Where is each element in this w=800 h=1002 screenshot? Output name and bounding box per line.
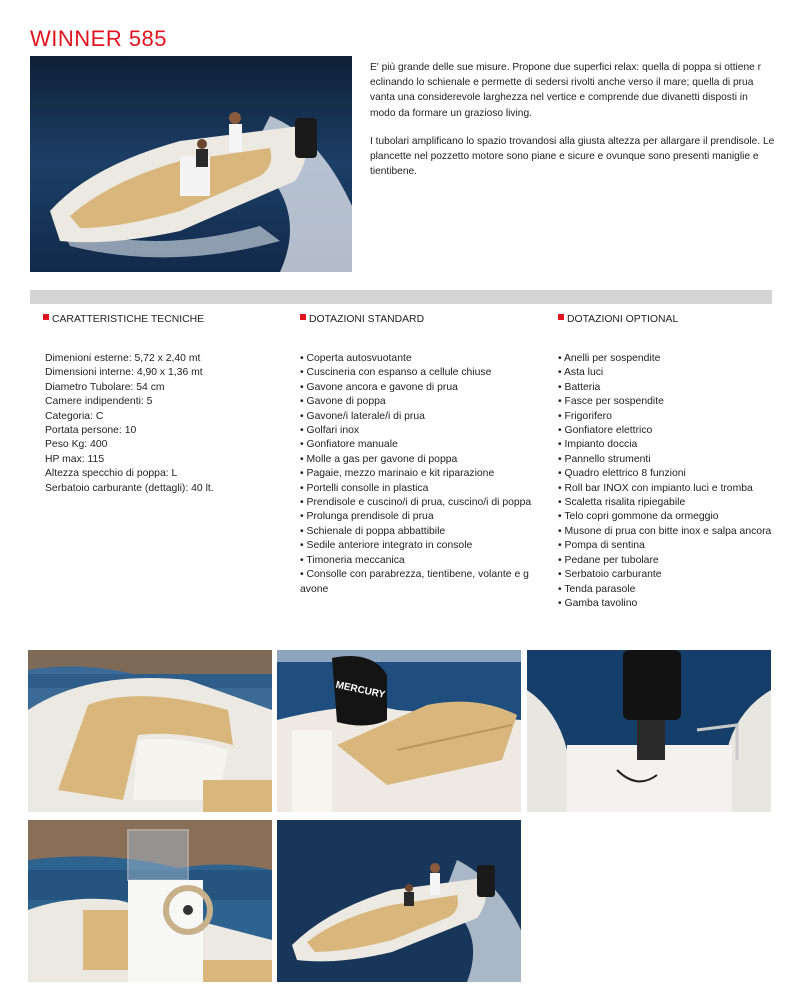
intro-text xyxy=(370,60,775,192)
list-item: • Pagaie, mezzo marinaio e kit riparazione xyxy=(300,468,495,480)
list-item: • Roll bar INOX con impianto luci e tromba xyxy=(558,482,753,494)
intro-paragraph-1: E' più grande delle sue misure. Propone due superfici relax: quella di poppa si ottiene r eclinando lo schienale e permette di sedersi rivolti anche verso il mare; quella di prua vanta una considerevole larghezza nel vertice e comprende due divanetti disposti in modo da formare un grazioso living. xyxy=(370,62,762,119)
list-item: • Gavone/i laterale/i di prua xyxy=(300,410,425,422)
gallery-photo-boat-cruising[interactable] xyxy=(277,820,521,982)
list-item: • Telo copri gommone da ormeggio xyxy=(558,511,719,523)
red-square-icon xyxy=(558,314,564,320)
list-item: • Consolle con parabrezza, tientibene, volante e g avone xyxy=(300,569,529,595)
intro-paragraph-2: I tubolari amplificano lo spazio trovandosi alla giusta altezza per allargare il prendisole. Le plancette nel pozzetto motore sono piane e sicure e ovunque sono presenti maniglie e tientibene. xyxy=(370,135,775,178)
list-item: • Musone di prua con bitte inox e salpa ancora xyxy=(558,525,772,537)
list-item: • Frigorifero xyxy=(558,410,612,422)
list-item: • Molle a gas per gavone di poppa xyxy=(300,453,458,465)
list-item: • Tenda parasole xyxy=(558,583,636,595)
technical-specs-column xyxy=(45,312,275,496)
list-item: Categoria: C xyxy=(45,410,104,422)
list-item: • Timoneria meccanica xyxy=(300,554,405,566)
technical-specs-heading-label: CARATTERISTICHE TECNICHE xyxy=(52,313,205,325)
list-item: • Cuscineria con espanso a cellule chiuse xyxy=(300,367,492,379)
gallery-photo-bow-cushion[interactable] xyxy=(28,650,272,812)
list-item: Dimenioni esterne: 5,72 x 2,40 mt xyxy=(45,353,201,364)
technical-specs-list xyxy=(45,352,275,496)
list-item: Diametro Tubolare: 54 cm xyxy=(45,381,165,393)
list-item: • Pedane per tubolare xyxy=(558,554,659,566)
list-item: • Gavone ancora e gavone di prua xyxy=(300,381,458,393)
list-item: • Coperta autosvuotante xyxy=(300,353,412,364)
page-title: WINNER 585 xyxy=(30,26,168,51)
gallery-photo-engine-well[interactable] xyxy=(527,650,771,812)
optional-equipment-list xyxy=(558,352,778,611)
list-item: • Asta luci xyxy=(558,367,604,379)
mercury-logo-text: MERCURY xyxy=(334,679,387,701)
list-item: Camere indipendenti: 5 xyxy=(45,396,153,408)
list-item: • Gavone di poppa xyxy=(300,396,386,408)
list-item: • Sedile anteriore integrato in console xyxy=(300,540,473,552)
list-item: Portata persone: 10 xyxy=(45,425,137,437)
list-item: Altezza specchio di poppa: L xyxy=(45,468,178,480)
list-item: • Golfari inox xyxy=(300,425,360,437)
gallery-photo-console-wheel[interactable] xyxy=(28,820,272,982)
list-item: • Prendisole e cuscino/i di prua, cuscino/i di poppa xyxy=(300,497,532,509)
list-item: • Impianto doccia xyxy=(558,439,638,451)
list-item: • Batteria xyxy=(558,381,601,393)
list-item: • Pompa di sentina xyxy=(558,540,645,552)
hero-boat-photo xyxy=(30,56,352,272)
section-divider-bar xyxy=(30,290,772,304)
list-item: Dimensioni interne: 4,90 x 1,36 mt xyxy=(45,367,203,379)
red-square-icon xyxy=(300,314,306,320)
list-item: Peso Kg: 400 xyxy=(45,439,108,451)
gallery-photo-stern-mercury[interactable] xyxy=(277,650,521,812)
list-item: • Serbatoio carburante xyxy=(558,569,662,581)
list-item: • Gamba tavolino xyxy=(558,597,638,609)
list-item: • Gonfiatore elettrico xyxy=(558,425,653,437)
list-item: • Portelli consolle in plastica xyxy=(300,482,429,494)
list-item: • Fasce per sospendite xyxy=(558,396,664,408)
standard-equipment-heading xyxy=(300,312,535,328)
standard-equipment-heading-label: DOTAZIONI STANDARD xyxy=(309,313,425,325)
list-item: HP max: 115 xyxy=(45,453,105,465)
list-item: • Pannello strumenti xyxy=(558,453,651,465)
list-item: • Scaletta risalita ripiegabile xyxy=(558,497,686,509)
standard-equipment-column xyxy=(300,312,535,597)
list-item: • Quadro elettrico 8 funzioni xyxy=(558,468,686,480)
list-item: • Schienale di poppa abbattibile xyxy=(300,525,446,537)
list-item: • Gonfiatore manuale xyxy=(300,439,398,451)
optional-equipment-heading-label: DOTAZIONI OPTIONAL xyxy=(567,313,679,325)
standard-equipment-list xyxy=(300,352,535,597)
list-item: • Anelli per sospendite xyxy=(558,353,661,364)
red-square-icon xyxy=(43,314,49,320)
technical-specs-heading xyxy=(43,312,275,328)
optional-equipment-heading xyxy=(558,312,778,328)
list-item: • Prolunga prendisole di prua xyxy=(300,511,434,523)
optional-equipment-column xyxy=(558,312,778,611)
list-item: Serbatoio carburante (dettagli): 40 lt. xyxy=(45,482,214,494)
